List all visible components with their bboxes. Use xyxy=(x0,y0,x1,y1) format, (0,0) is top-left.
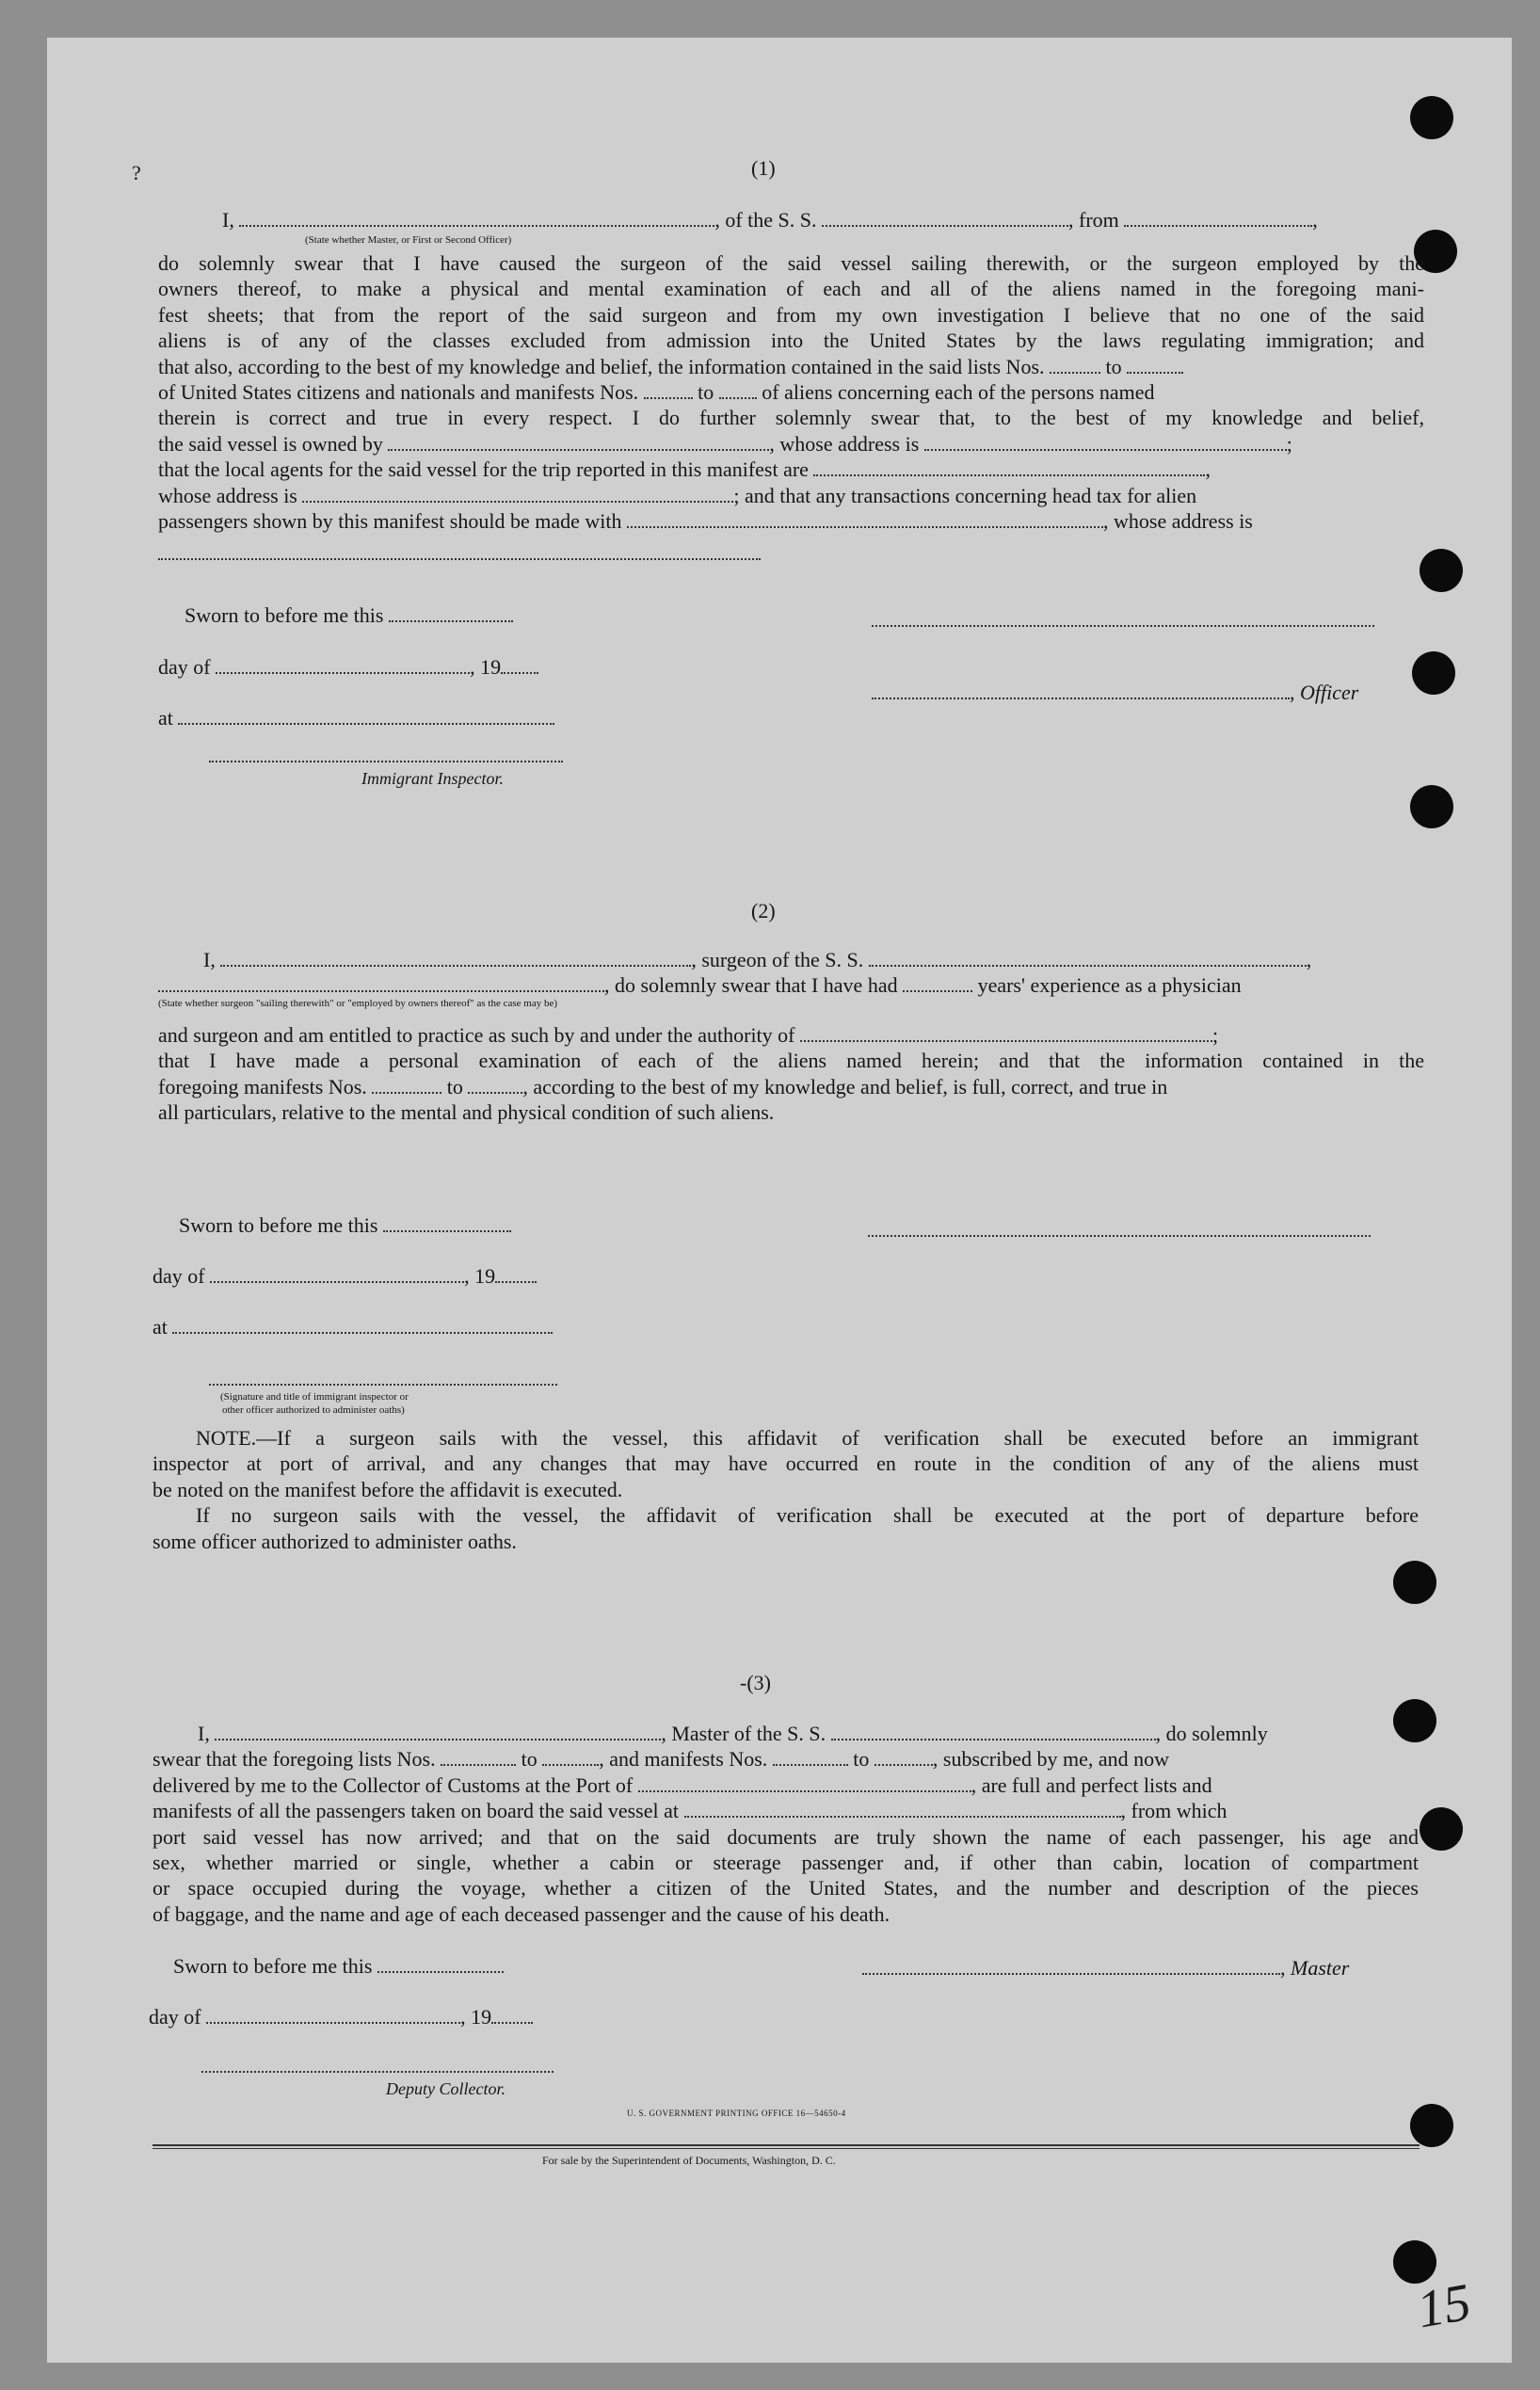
s3-deputy-line xyxy=(201,2071,553,2073)
s3-vessel-field xyxy=(831,1738,1156,1740)
s3-body: I, , Master of the S. S. , do solemnly swear that the foregoing lists Nos. to , and manifests Nos. to , subscribed by me, and now delivered by me to the Collector of Customs at the Port of , are full and perfect lists and manifests of all the passengers taken on board the said vessel at , from which port said vessel has now arrived; and that on the said documents are truly shown the name of each passenger, his age and sex, whether married or single, whether a cabin or steerage passenger and, if other than cabin, location of compartment or space occupied during the voyage, whether a citizen of the United States, and the number and description of the pieces of baggage, and the name and age of each deceased passenger and the cause of his death. xyxy=(152,1722,1419,1926)
s1-address-line xyxy=(158,558,761,560)
vessel-name-field xyxy=(822,224,1068,227)
handwritten-page-number: 15 xyxy=(1413,2272,1475,2340)
s3-master-line: , Master xyxy=(862,1955,1349,1981)
embarkation-field xyxy=(684,1815,1121,1818)
years-field xyxy=(903,989,972,992)
s1-inspector-line xyxy=(209,761,563,762)
s3-day-of: day of , 19 xyxy=(149,2004,533,2029)
form-page xyxy=(47,38,1512,2363)
s1-officer-line: , Officer xyxy=(872,680,1358,705)
s1-line-1: I, , of the S. S. , from , xyxy=(222,208,1318,232)
owner-field xyxy=(388,448,769,451)
master-name-field xyxy=(215,1738,661,1740)
stray-mark: ? xyxy=(132,161,141,184)
s1-inspector-label: Immigrant Inspector. xyxy=(361,769,504,788)
agents-field xyxy=(813,473,1205,476)
section-2-heading: (2) xyxy=(751,899,776,922)
s1-day-of: day of , 19 xyxy=(158,654,538,680)
footer-rule xyxy=(152,2144,1420,2146)
port-field xyxy=(638,1789,971,1792)
s2-sig-note-2: other officer authorized to administer oaths) xyxy=(222,1404,405,1416)
authority-field xyxy=(800,1039,1212,1042)
punch-hole xyxy=(1410,2104,1453,2147)
section-1-heading: (1) xyxy=(751,156,776,180)
s2-surgeon-note: (State whether surgeon "sailing therewith" or "employed by owners thereof" as the case may be) xyxy=(158,998,558,1009)
officer-name-field xyxy=(239,224,714,227)
sale-line: For sale by the Superintendent of Documents, Washington, D. C. xyxy=(542,2154,836,2167)
s2-sworn: Sworn to before me this xyxy=(179,1212,511,1238)
s3-sworn: Sworn to before me this xyxy=(173,1953,504,1979)
head-tax-field xyxy=(627,525,1103,528)
punch-hole xyxy=(1393,1561,1436,1604)
s2-sig-note-1: (Signature and title of immigrant inspector or xyxy=(220,1391,409,1403)
surgeon-name-field xyxy=(220,964,691,967)
s2-signature-line xyxy=(868,1235,1371,1237)
footer-rule-2 xyxy=(152,2148,1420,2149)
s2-line-1: I, , surgeon of the S. S. , xyxy=(203,948,1312,971)
s1-officer-note: (State whether Master, or First or Second Officer) xyxy=(305,234,512,246)
s2-vessel-field xyxy=(869,964,1307,967)
punch-hole xyxy=(1410,785,1453,828)
punch-hole xyxy=(1412,651,1455,695)
s1-body: do solemnly swear that I have caused the surgeon of the said vessel sailing therewith, or the surgeon employed by the owners thereof, to make a physical and mental examination of each and all of the aliens named in the foregoing mani- fest sheets; that from the report of the said surgeon and from my own investigation I believe that no one of the said aliens is of any of the classes excluded from admission into the United States by the laws regulating immigration; and that also, according to the best of my knowledge and belief, the information contained in the said lists Nos. to of United States citizens and nationals and manifests Nos. to of aliens concerning each of the persons named therein is correct and true in every respect. I do further solemnly swear that, to the best of my knowledge and belief, the said vessel is owned by , whose address is ; that the local agents for the said vessel for the trip reported in this manifest are , whose address is ; and that any transactions concerning head tax for alien passengers shown by this manifest should be made with , whose address is xyxy=(158,251,1424,534)
s1-sworn: Sworn to before me this xyxy=(184,602,513,628)
printing-office-line: U. S. GOVERNMENT PRINTING OFFICE 16—54650-4 xyxy=(627,2109,846,2118)
s2-day-of: day of , 19 xyxy=(152,1263,537,1289)
s1-at: at xyxy=(158,705,554,730)
s3-deputy-label: Deputy Collector. xyxy=(386,2079,505,2098)
s2-line-2: , do solemnly swear that I have had years' experience as a physician xyxy=(158,972,1242,998)
punch-hole xyxy=(1420,549,1463,592)
s1-signature-line xyxy=(872,625,1374,627)
punch-hole xyxy=(1410,96,1453,139)
punch-hole xyxy=(1420,1807,1463,1851)
section-3-heading: -(3) xyxy=(740,1671,771,1694)
s2-signature-inspector-line xyxy=(209,1384,557,1386)
s2-body: and surgeon and am entitled to practice as such by and under the authority of ; that I have made a personal examination of each of the aliens named herein; and that the information contained in the foregoing manifests Nos. to , according to the best of my knowledge and belief, is full, correct, and true in all particulars, relative to the mental and physical condition of such aliens. xyxy=(158,1023,1424,1125)
s2-at: at xyxy=(152,1314,553,1339)
from-port-field xyxy=(1124,224,1312,227)
s2-note: NOTE.—If a surgeon sails with the vessel, this affidavit of verification shall be executed before an immigrant inspector at port of arrival, and any changes that may have occurred en route in the condition of any of the aliens must be noted on the manifest before the affidavit is executed. If no surgeon sails with the vessel, the affidavit of verification shall be executed at the port of departure before some officer authorized to administer oaths. xyxy=(152,1426,1419,1553)
